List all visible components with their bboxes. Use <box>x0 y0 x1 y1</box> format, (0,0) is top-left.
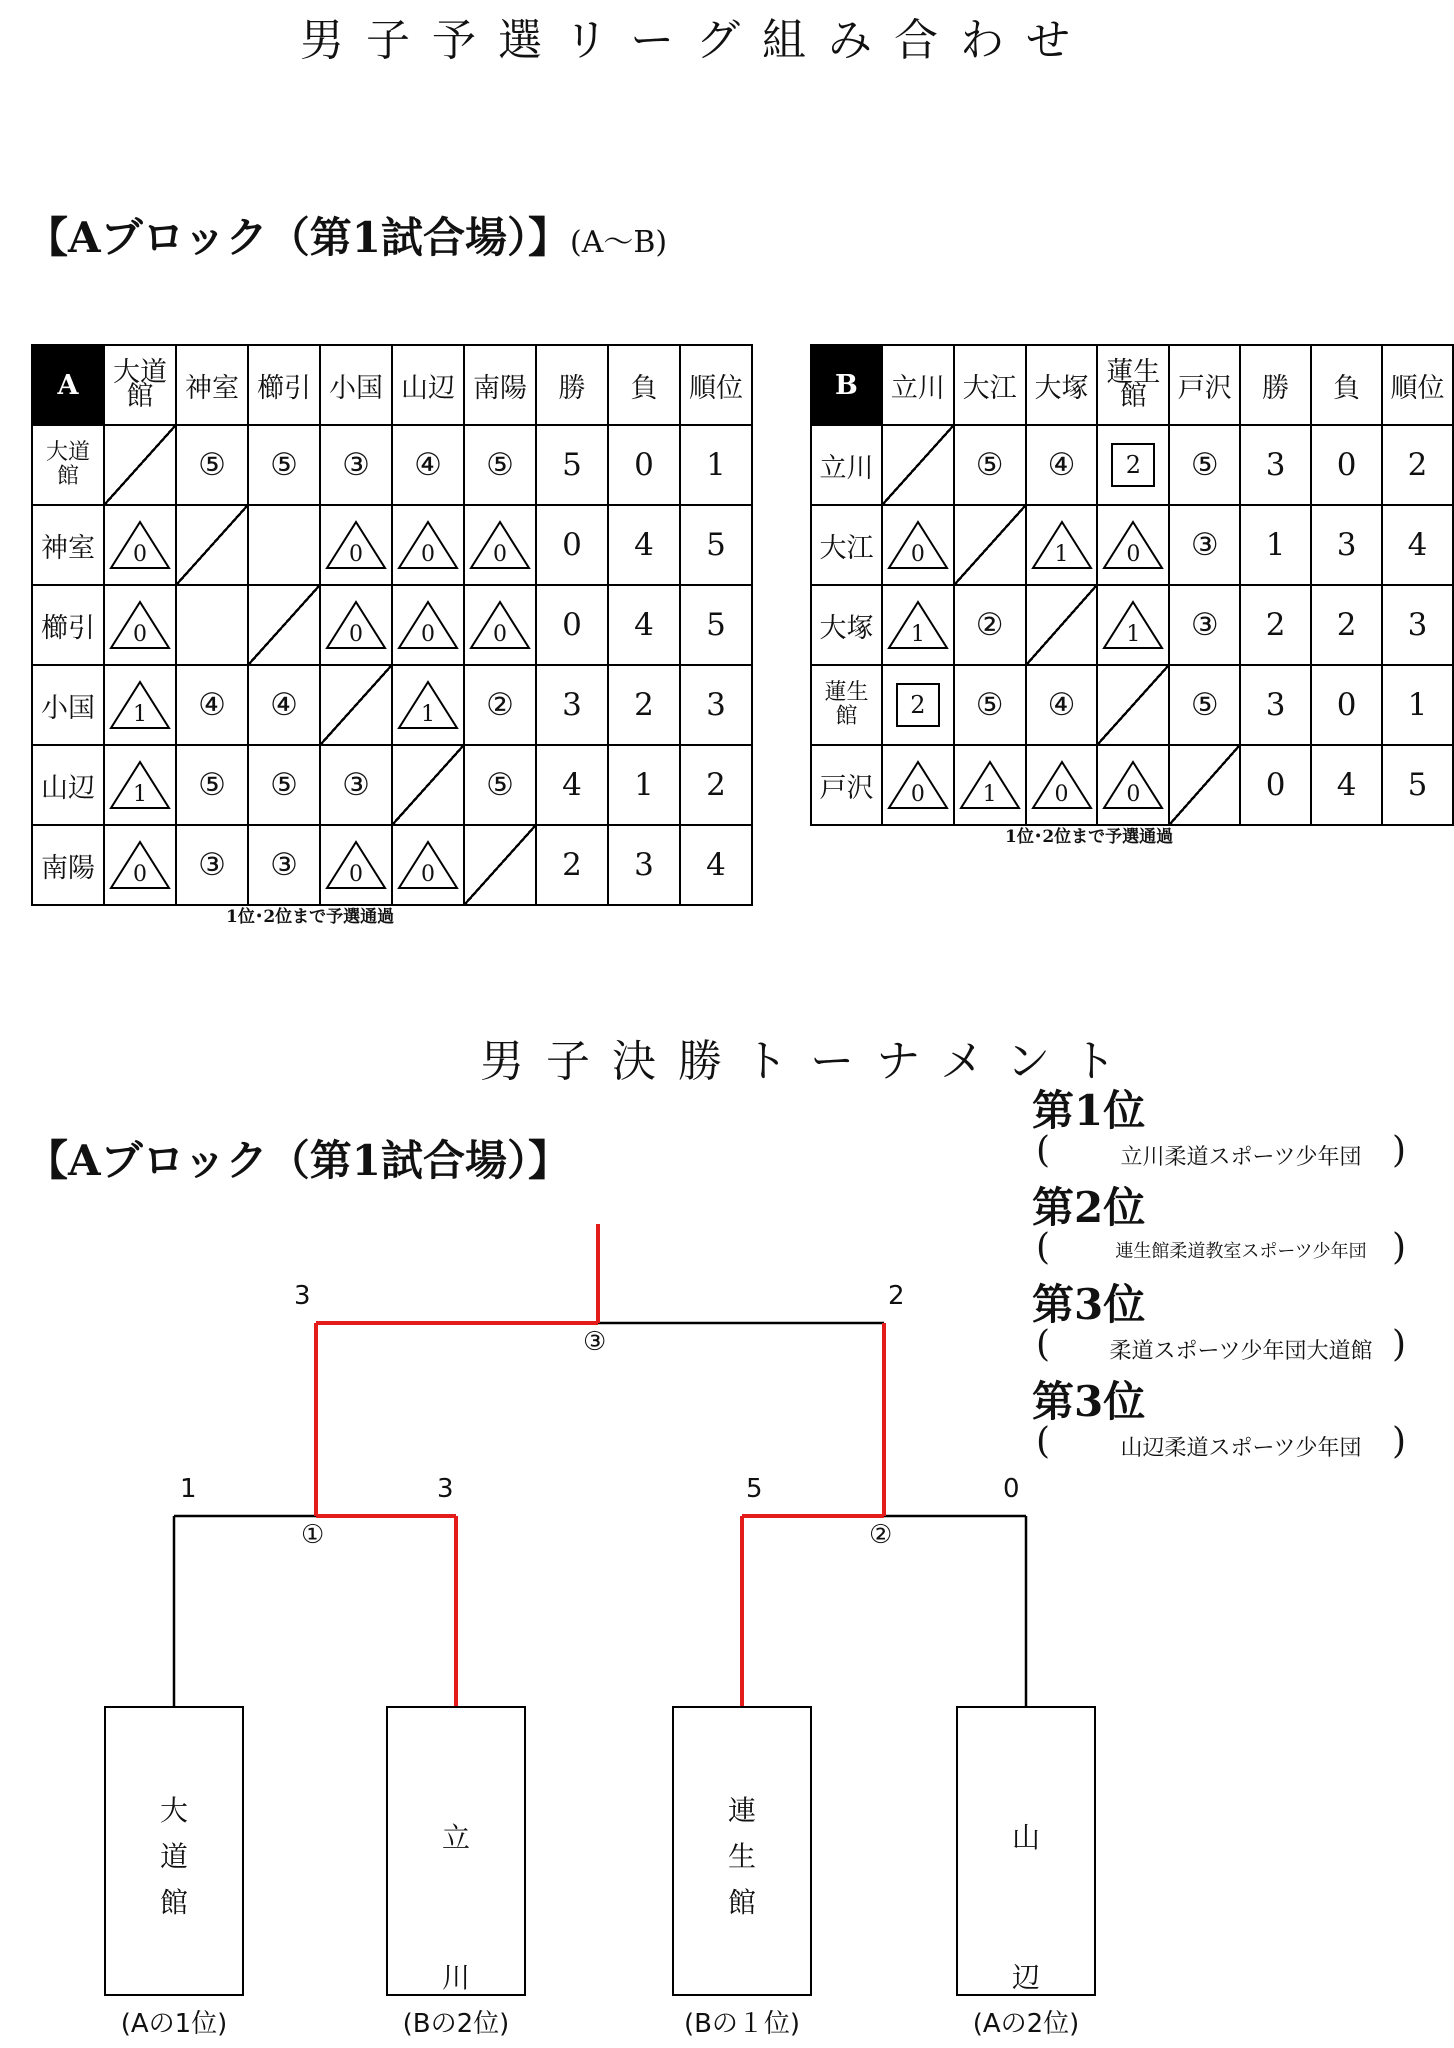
table-a-cell: 5 <box>680 505 752 585</box>
team-name-2: 立 川 <box>441 1821 470 1994</box>
paren-close: ) <box>1392 1324 1407 1365</box>
paren-open: ( <box>1036 1227 1051 1268</box>
loss-score: 1 <box>1126 622 1141 647</box>
block-a-heading-text: 【Aブロック（第1試合場）】 <box>26 213 570 262</box>
table-a-cell: ② <box>464 665 536 745</box>
loss-score: 0 <box>421 862 435 887</box>
loss-score: 0 <box>133 542 147 567</box>
loss-score: 1 <box>910 622 925 647</box>
table-b-cell: 2 <box>1240 585 1311 665</box>
team-sub-1: (Aの1位) <box>120 2009 228 2039</box>
bracket-loser-lines <box>174 1323 1026 1706</box>
team-box-2 <box>386 1706 526 1996</box>
page-title: 男子予選リーグ組み合わせ <box>300 15 1092 66</box>
table-a-cell: 2 <box>608 665 680 745</box>
table-b-col-header: 勝 <box>1240 345 1311 425</box>
table-a-cell: 0 <box>536 585 608 665</box>
table-a-cell: 4 <box>536 745 608 825</box>
semi2-score-right: 0 <box>1003 1474 1020 1504</box>
loss-score: 1 <box>133 702 147 727</box>
table-b-cell: 0 <box>1240 745 1311 825</box>
table-b-cell: ③ <box>1169 505 1240 585</box>
table-b-cell: ② <box>954 585 1026 665</box>
team-box-4 <box>956 1706 1096 1996</box>
table-b-cell: ④ <box>1026 665 1098 745</box>
loss-score: 0 <box>1126 542 1141 567</box>
table-b-row-label: 大塚 <box>811 585 882 665</box>
table-b-corner: B <box>811 345 882 425</box>
draw-square: 2 <box>1111 443 1155 487</box>
bracket-winner-lines <box>316 1224 884 1706</box>
table-b-row-label: 蓮生 館 <box>811 665 882 745</box>
table-a-col-header: 櫛引 <box>248 345 320 425</box>
block-b-note: 1位･2位まで予選通過 <box>1005 827 1174 847</box>
tournament-title: 男子決勝トーナメント <box>480 1036 1139 1087</box>
table-a-cell: ④ <box>248 665 320 745</box>
paren-open: ( <box>1036 1130 1051 1171</box>
loss-score: 1 <box>133 782 147 807</box>
table-b-cell: ⑤ <box>954 425 1026 505</box>
table-a-col-header: 順位 <box>680 345 752 425</box>
draw-square: 2 <box>896 683 940 727</box>
loss-score: 0 <box>133 862 147 887</box>
loss-score: 1 <box>421 702 435 727</box>
table-b-cell: 0 <box>1311 665 1382 745</box>
table-a-cell: 1 <box>680 425 752 505</box>
table-a-cell: ③ <box>320 745 392 825</box>
team-name-4: 山 辺 <box>1011 1821 1040 1994</box>
tournament-heading: 【Aブロック（第1試合場）】 <box>26 1136 570 1185</box>
paren-close: ) <box>1392 1130 1407 1171</box>
table-a-cell: ③ <box>176 825 248 905</box>
table-b-cell: 0 <box>1311 425 1382 505</box>
table-a-cell: ③ <box>320 425 392 505</box>
table-b-cell: 4 <box>1311 745 1382 825</box>
loss-score: 1 <box>1054 542 1069 567</box>
loss-score: 0 <box>493 622 507 647</box>
table-b-cell: 4 <box>1382 505 1453 585</box>
team-sub-2: (Bの2位) <box>402 2009 510 2039</box>
table-b-cell: ④ <box>1026 425 1098 505</box>
table-a-cell: ⑤ <box>176 745 248 825</box>
loss-score: 0 <box>349 862 363 887</box>
table-b-cell: 2 <box>1311 585 1382 665</box>
team-sub-4: (Aの2位) <box>972 2009 1080 2039</box>
team-name-3: 連 生 館 <box>727 1794 756 1919</box>
table-a-cell: 3 <box>536 665 608 745</box>
match-1-number: ① <box>301 1520 325 1550</box>
table-b-cell: 5 <box>1382 745 1453 825</box>
loss-score: 0 <box>1054 782 1069 807</box>
table-a-cell: 4 <box>608 585 680 665</box>
table-a-row-label: 小国 <box>32 665 104 745</box>
table-a-cell: 5 <box>680 585 752 665</box>
table-a-cell: 4 <box>608 505 680 585</box>
table-a-cell: ⑤ <box>248 425 320 505</box>
table-a-cell: 4 <box>680 825 752 905</box>
semi2-score-left: 5 <box>746 1474 763 1504</box>
table-a-col-header: 負 <box>608 345 680 425</box>
table-a-cell: 2 <box>680 745 752 825</box>
table-a-row-label: 大道 館 <box>32 425 104 505</box>
table-a-cell: 2 <box>536 825 608 905</box>
loss-score: 0 <box>349 542 363 567</box>
block-a-range: (A～B) <box>569 225 668 260</box>
table-a-cell: 0 <box>536 505 608 585</box>
table-b-row-label: 戸沢 <box>811 745 882 825</box>
table-a-cell: ④ <box>176 665 248 745</box>
table-b-cell: 1 <box>1382 665 1453 745</box>
loss-score: 0 <box>910 782 925 807</box>
result-team: 柔道スポーツ少年団大道館 <box>1109 1339 1373 1364</box>
paren-close: ) <box>1392 1227 1407 1268</box>
paren-open: ( <box>1036 1421 1051 1462</box>
table-b-row-label: 立川 <box>811 425 882 505</box>
table-b-col-header: 順位 <box>1382 345 1453 425</box>
table-a-cell: ⑤ <box>464 745 536 825</box>
table-a-col-header: 南陽 <box>464 345 536 425</box>
loss-score: 1 <box>982 782 997 807</box>
semi1-score-left: 1 <box>180 1474 197 1504</box>
match-3-number: ③ <box>583 1327 607 1357</box>
match-2-number: ② <box>869 1520 893 1550</box>
final-score-left: 3 <box>294 1281 311 1311</box>
table-b-cell: 3 <box>1240 665 1311 745</box>
final-score-right: 2 <box>888 1281 905 1311</box>
team-sub-3: (Bの１位) <box>683 2009 801 2039</box>
table-b-col-header: 蓮生 館 <box>1097 345 1169 425</box>
table-b-cell: 3 <box>1240 425 1311 505</box>
table-a-col-header: 勝 <box>536 345 608 425</box>
table-a-cell: ⑤ <box>248 745 320 825</box>
table-a-cell: 1 <box>608 745 680 825</box>
table-a-cell: ③ <box>248 825 320 905</box>
loss-score: 0 <box>421 542 435 567</box>
table-a-col-header: 小国 <box>320 345 392 425</box>
table-b-cell: 1 <box>1240 505 1311 585</box>
table-b-col-header: 大江 <box>954 345 1026 425</box>
loss-score: 0 <box>133 622 147 647</box>
table-b-cell: ⑤ <box>954 665 1026 745</box>
paren-close: ) <box>1392 1421 1407 1462</box>
table-b-row-label: 大江 <box>811 505 882 585</box>
table-b-cell: ③ <box>1169 585 1240 665</box>
table-a-col-header: 神室 <box>176 345 248 425</box>
table-a-cell: 5 <box>536 425 608 505</box>
result-place: 第1位 <box>1032 1086 1146 1135</box>
team-box-3 <box>672 1706 812 1996</box>
table-b-col-header: 戸沢 <box>1169 345 1240 425</box>
table-a-row-label: 神室 <box>32 505 104 585</box>
result-place: 第3位 <box>1032 1377 1146 1426</box>
table-a-cell: ④ <box>392 425 464 505</box>
table-a-cell: ⑤ <box>176 425 248 505</box>
table-a-cell: ⑤ <box>464 425 536 505</box>
table-a-col-header: 大道 館 <box>104 345 176 425</box>
result-team: 立川柔道スポーツ少年団 <box>1120 1145 1362 1170</box>
result-team: 山辺柔道スポーツ少年団 <box>1120 1436 1362 1461</box>
table-b-cell: 2 <box>1382 425 1453 505</box>
loss-score: 0 <box>910 542 925 567</box>
loss-score: 0 <box>1126 782 1141 807</box>
team-box-1 <box>104 1706 244 1996</box>
loss-score: 0 <box>493 542 507 567</box>
paren-open: ( <box>1036 1324 1051 1365</box>
table-b-cell: ⑤ <box>1169 425 1240 505</box>
table-a-col-header: 山辺 <box>392 345 464 425</box>
table-b-cell: 3 <box>1382 585 1453 665</box>
block-a-note: 1位･2位まで予選通過 <box>226 907 395 927</box>
table-b-col-header: 立川 <box>882 345 954 425</box>
table-a-cell: 3 <box>680 665 752 745</box>
result-team: 連生館柔道教室スポーツ少年団 <box>1115 1241 1367 1262</box>
table-b-cell: ⑤ <box>1169 665 1240 745</box>
table-a-corner: A <box>32 345 104 425</box>
loss-score: 0 <box>421 622 435 647</box>
semi1-score-right: 3 <box>437 1474 454 1504</box>
table-a-cell: 0 <box>608 425 680 505</box>
table-a-row-label: 南陽 <box>32 825 104 905</box>
loss-score: 0 <box>349 622 363 647</box>
table-a-row-label: 山辺 <box>32 745 104 825</box>
table-b-col-header: 大塚 <box>1026 345 1098 425</box>
result-place: 第2位 <box>1032 1183 1146 1232</box>
table-a-row-label: 櫛引 <box>32 585 104 665</box>
table-b-cell: 3 <box>1311 505 1382 585</box>
table-a-cell: 3 <box>608 825 680 905</box>
table-b-col-header: 負 <box>1311 345 1382 425</box>
team-name-1: 大 道 館 <box>159 1794 188 1919</box>
result-place: 第3位 <box>1032 1280 1146 1329</box>
